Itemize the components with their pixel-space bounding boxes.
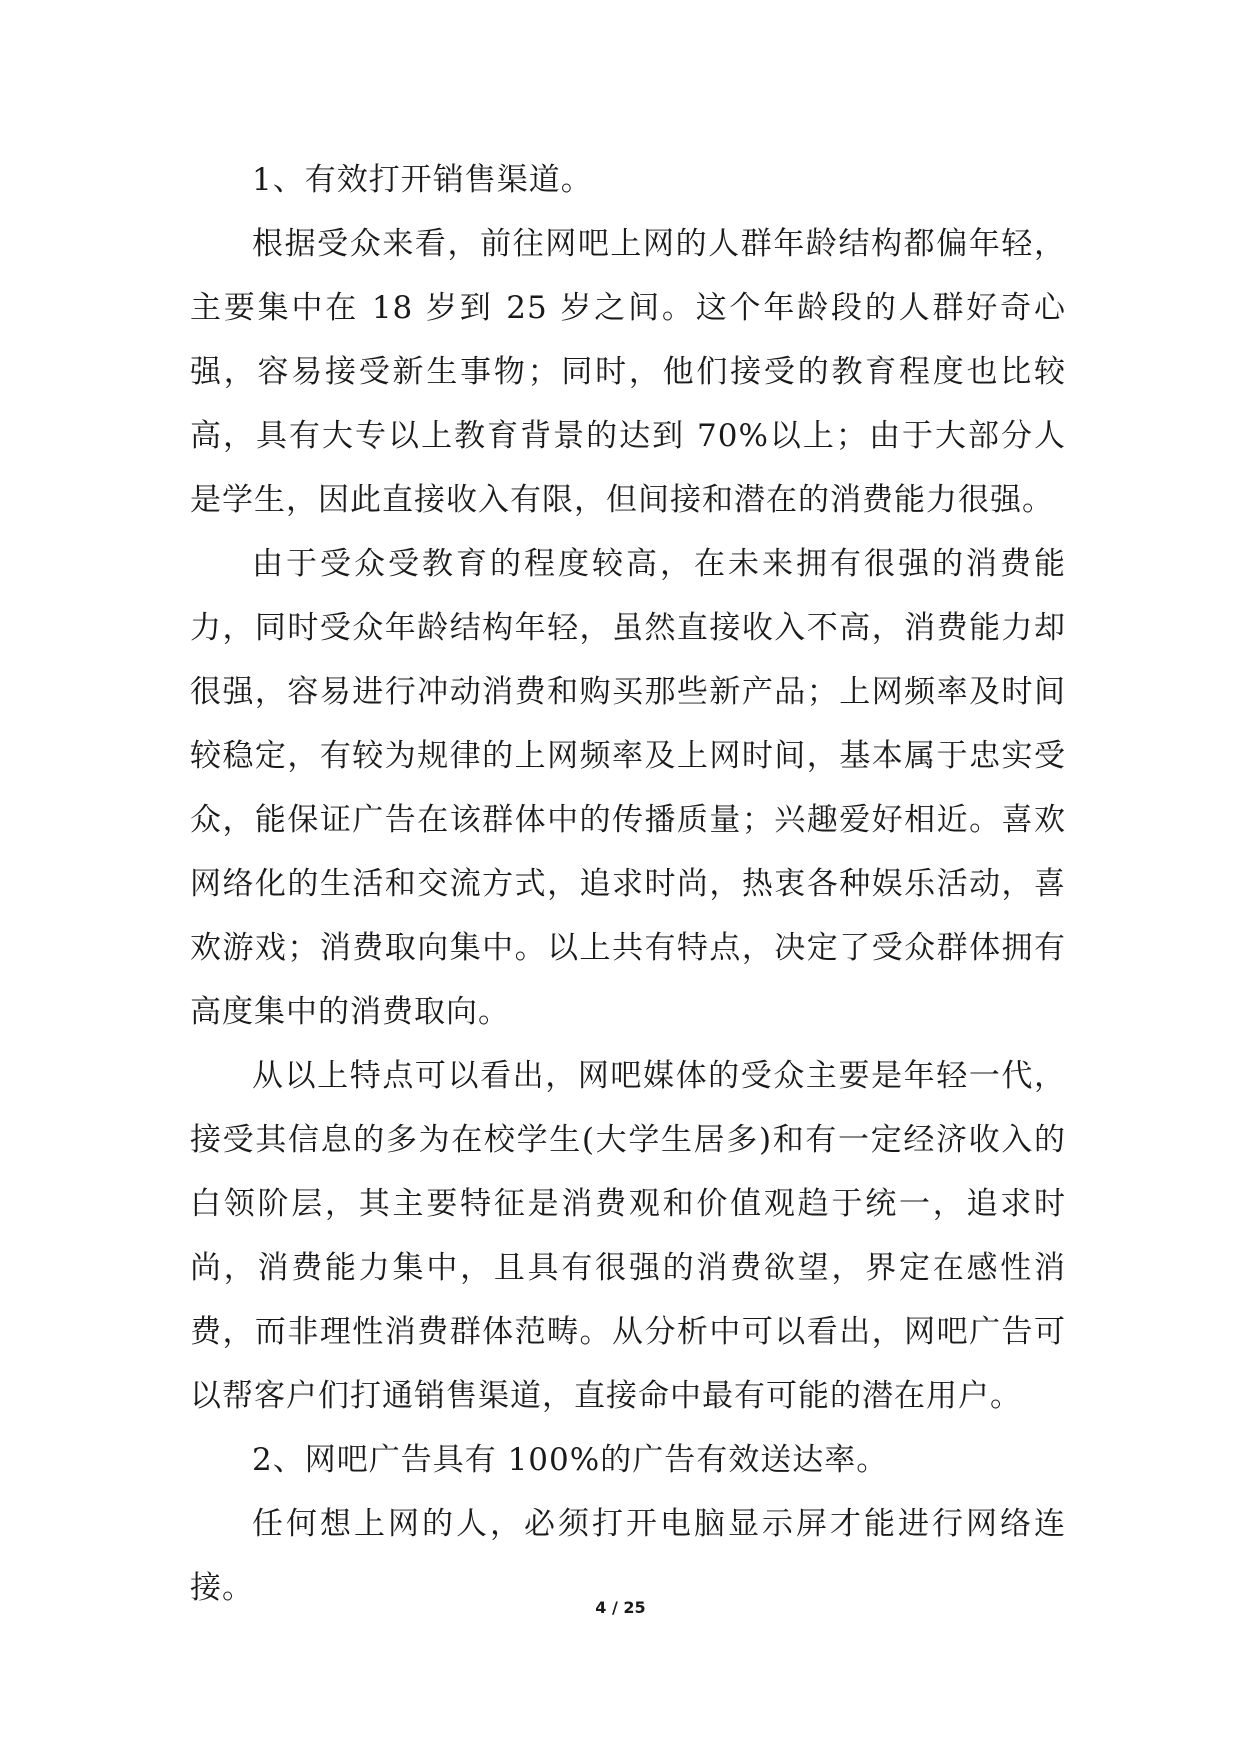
paragraph-audience-age: 根据受众来看，前往网吧上网的人群年龄结构都偏年轻，主要集中在 18 岁到 25 岁之间。这个年龄段的人群好奇心强，容易接受新生事物；同时，他们接受的教育程度也比较高，具有大专以上教育背景的达到 70%以上；由于大部分人是学生，因此直接收入有限，但间接和潜在的消费能力很强。 <box>190 226 1066 518</box>
page-number: 4 / 25 <box>595 1598 646 1617</box>
paragraph-display-connection: 任何想上网的人，必须打开电脑显示屏才能进行网络连接。 <box>190 1506 1066 1606</box>
document-body <box>190 148 1066 1620</box>
paragraph-consumption-ability: 由于受众受教育的程度较高，在未来拥有很强的消费能力，同时受众年龄结构年轻，虽然直接收入不高，消费能力却很强，容易进行冲动消费和购买那些新产品；上网频率及时间较稳定，有较为规律的上网频率及上网时间，基本属于忠实受众，能保证广告在该群体中的传播质量；兴趣爱好相近。喜欢网络化的生活和交流方式，追求时尚，热衷各种娱乐活动，喜欢游戏；消费取向集中。以上共有特点，决定了受众群体拥有高度集中的消费取向。 <box>190 546 1066 1030</box>
section-heading-1: 1、有效打开销售渠道。 <box>252 162 593 198</box>
section-heading-2: 2、网吧广告具有 100%的广告有效送达率。 <box>252 1442 889 1478</box>
paragraph-audience-summary: 从以上特点可以看出，网吧媒体的受众主要是年轻一代，接受其信息的多为在校学生(大学生居多)和有一定经济收入的白领阶层，其主要特征是消费观和价值观趋于统一，追求时尚，消费能力集中，且具有很强的消费欲望，界定在感性消费，而非理性消费群体范畴。从分析中可以看出，网吧广告可以帮客户们打通销售渠道，直接命中最有可能的潜在用户。 <box>190 1058 1066 1414</box>
